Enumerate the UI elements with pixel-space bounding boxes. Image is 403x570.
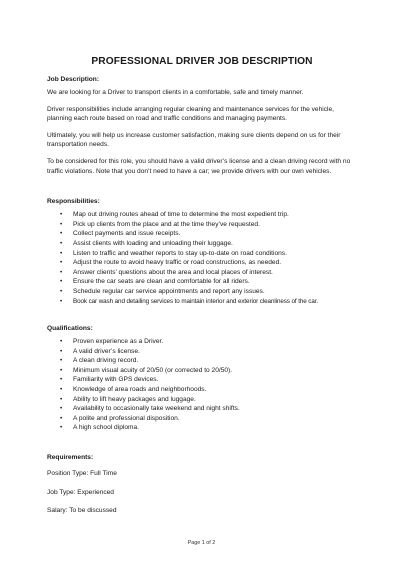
job-description-paragraph-2: Driver responsibilities include arranging regular cleaning and maintenance services for the vehicle, planning each route based on road and traffic conditions and managing payments. bbox=[47, 105, 334, 123]
list-item: • Map out driving routes ahead of time to determine the most expedient trip. bbox=[73, 210, 357, 220]
list-item: • Availability to occasionally take weekend and night shifts. bbox=[73, 404, 357, 414]
list-item: • Adjust the route to avoid heavy traffic or road constructions, as needed. bbox=[73, 258, 357, 268]
job-description-heading: Job Description: bbox=[47, 76, 100, 83]
position-type: Position Type: Full Time bbox=[47, 470, 117, 478]
page-number: Page 1 of 2 bbox=[187, 540, 216, 546]
list-item: • Pick up clients from the place and at the time they’ve requested. bbox=[73, 220, 357, 230]
requirements-heading: Requirements: bbox=[47, 454, 94, 462]
spacer bbox=[47, 306, 357, 325]
qualifications-list bbox=[47, 337, 357, 433]
list-item: • Assist clients with loading and unloading their luggage. bbox=[73, 239, 357, 249]
list-item: • Ensure the car seats are clean and comfortable for all riders. bbox=[73, 277, 357, 287]
list-item: • Ability to lift heavy packages and luggage. bbox=[73, 395, 357, 405]
list-item: • Minimum visual acuity of 20/50 (or corrected to 20/50). bbox=[73, 366, 357, 376]
job-description-paragraph-3: Ultimately, you will help us increase customer satisfaction, making sure clients depend on us for their transportation needs. bbox=[47, 131, 341, 149]
job-type: Job Type: Experienced bbox=[47, 488, 114, 496]
list-item: • A high school diploma. bbox=[73, 423, 357, 433]
qualifications-heading: Qualifications: bbox=[47, 325, 93, 333]
list-item: • A valid driver’s license. bbox=[73, 347, 357, 357]
list-item: • Proven experience as a Driver. bbox=[73, 337, 357, 347]
list-item: • Collect payments and issue receipts. bbox=[73, 229, 357, 239]
job-description-paragraph-1: We are looking for a Driver to transport clients in a comfortable, safe and timely manner. bbox=[47, 89, 304, 96]
list-item: • Listen to traffic and weather reports to stay up-to-date on road conditions. bbox=[73, 249, 357, 259]
list-item: • A clean driving record. bbox=[73, 356, 357, 366]
salary: Salary: To be discussed bbox=[47, 507, 117, 515]
list-item: • Answer clients’ questions about the area and local places of interest. bbox=[73, 268, 357, 278]
list-item: • Book car wash and detailing services to maintain interior and exterior cleanliness of the car. bbox=[73, 297, 357, 307]
job-description-paragraph-4: To be considered for this role, you should have a valid driver’s license and a clean driving record with no traffic violations. Note that you don’t need to have a car; we provide drivers with our own vehicles. bbox=[47, 157, 351, 175]
list-item: • Familiarity with GPS devices. bbox=[73, 375, 357, 385]
list-item: • A polite and professional disposition. bbox=[73, 414, 357, 424]
responsibilities-heading: Responsibilities: bbox=[47, 198, 100, 206]
document-title: PROFESSIONAL DRIVER JOB DESCRIPTION bbox=[91, 56, 313, 67]
list-item: • Knowledge of area roads and neighborhoods. bbox=[73, 385, 357, 395]
spacer bbox=[47, 183, 357, 198]
list-item: • Schedule regular car service appointments and report any issues. bbox=[73, 287, 357, 297]
responsibilities-list bbox=[47, 210, 357, 306]
spacer bbox=[47, 433, 357, 454]
